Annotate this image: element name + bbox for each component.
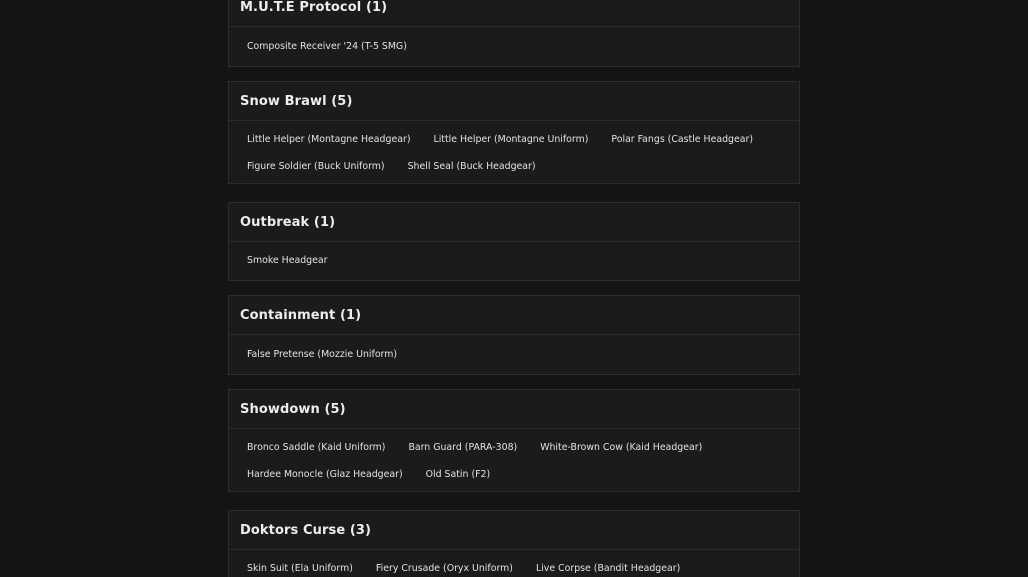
item-row: [247, 153, 799, 180]
section-header: [229, 203, 799, 242]
item-link[interactable]: Live Corpse (Bandit Headgear): [535, 563, 681, 574]
item-link[interactable]: Little Helper (Montagne Uniform): [433, 134, 589, 145]
section-title: Snow Brawl (5): [240, 93, 353, 109]
item-row: [247, 126, 799, 153]
section-title: Outbreak (1): [240, 214, 336, 230]
item-row: [247, 341, 799, 368]
section-showdown: [228, 389, 800, 492]
item-link[interactable]: Fiery Crusade (Oryx Uniform): [375, 563, 513, 574]
section-snow-brawl: [228, 81, 800, 184]
section-containment: [228, 295, 800, 375]
item-row: [247, 434, 799, 461]
item-row: [247, 247, 799, 274]
item-link[interactable]: Smoke Headgear: [247, 255, 328, 266]
item-link[interactable]: Shell Seal (Buck Headgear): [407, 161, 536, 172]
section-header: [229, 511, 799, 550]
section-header: [229, 296, 799, 335]
section-title: M.U.T.E Protocol (1): [240, 0, 388, 15]
item-row: [247, 555, 799, 577]
item-link[interactable]: Little Helper (Montagne Headgear): [247, 134, 411, 145]
section-items: [229, 242, 799, 280]
item-link[interactable]: Polar Fangs (Castle Headgear): [611, 134, 754, 145]
section-header: [229, 82, 799, 121]
section-outbreak: [228, 202, 800, 281]
item-link[interactable]: Skin Suit (Ela Uniform): [247, 563, 353, 574]
item-link[interactable]: Composite Receiver '24 (T-5 SMG): [247, 41, 407, 52]
section-mute-protocol: [228, 0, 800, 67]
section-items: [229, 27, 799, 66]
section-title: Doktors Curse (3): [240, 522, 372, 538]
section-doktors-curse: [228, 510, 800, 577]
item-link[interactable]: Bronco Saddle (Kaid Uniform): [247, 442, 386, 453]
section-items: [229, 550, 799, 577]
section-items: [229, 121, 799, 183]
item-link[interactable]: Old Satin (F2): [425, 469, 491, 480]
section-header: [229, 0, 799, 27]
item-link[interactable]: False Pretense (Mozzie Uniform): [247, 349, 398, 360]
item-row: [247, 33, 799, 60]
item-link[interactable]: Hardee Monocle (Glaz Headgear): [247, 469, 403, 480]
item-link[interactable]: White-Brown Cow (Kaid Headgear): [540, 442, 703, 453]
item-link[interactable]: Figure Soldier (Buck Uniform): [247, 161, 385, 172]
section-items: [229, 335, 799, 374]
section-header: [229, 390, 799, 429]
section-items: [229, 429, 799, 491]
item-link[interactable]: Barn Guard (PARA-308): [408, 442, 518, 453]
section-title: Showdown (5): [240, 401, 346, 417]
section-title: Containment (1): [240, 307, 362, 323]
item-row: [247, 461, 799, 488]
